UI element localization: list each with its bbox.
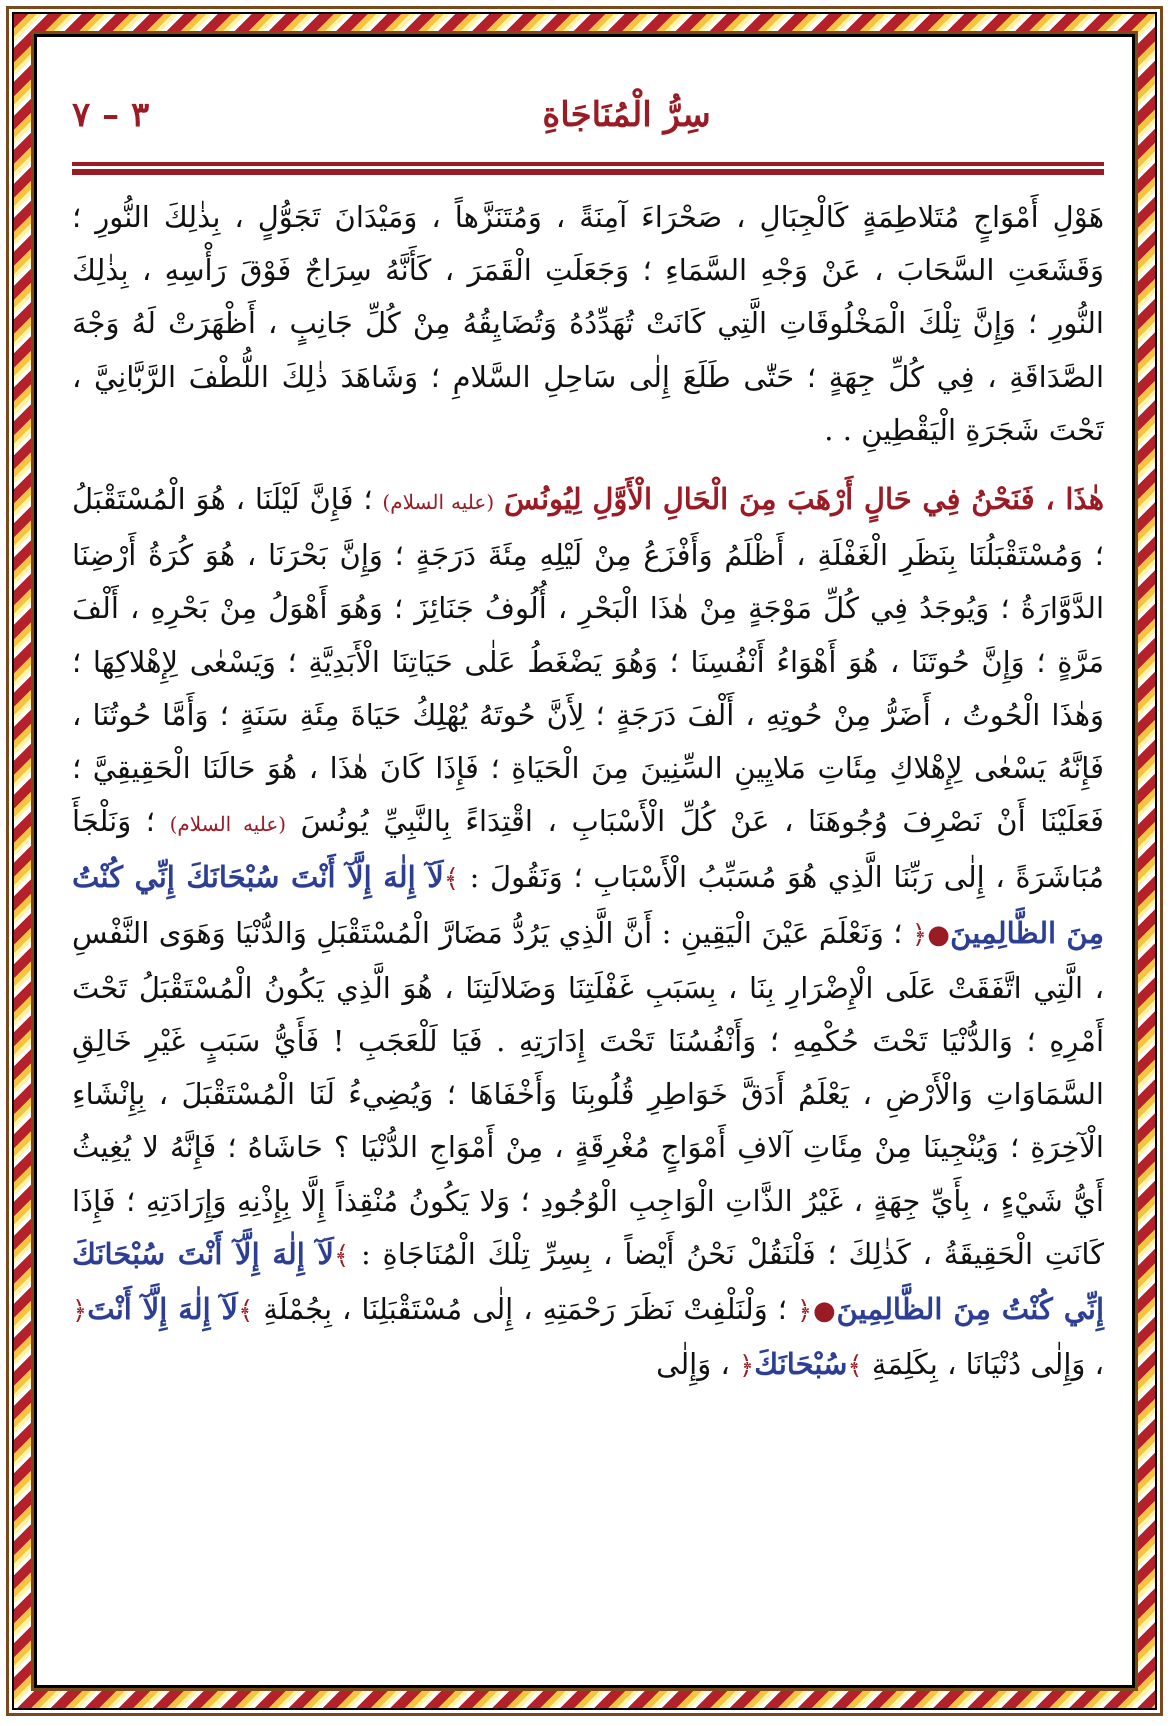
quran-close-bracket-icon: ﴿ bbox=[739, 1351, 755, 1382]
paragraph-text: ؛ وَنَعْلَمَ عَيْنَ الْيَقِينِ : أَنَّ الَّذِي يَرُدُّ مَضَارَّ الْمُسْتَقْبَلِ وَالدُّنْيَا وَهَوَى النَّفْسِ ، الَّتِي اتَّفَقَتْ عَلَى الْإِضْرَارِ بِنَا ، بِسَبَبِ غَفْلَتِنَا وَضَلالَتِنَا ، هُوَ الَّذِي يَكُونُ الْمُسْتَقْبَلُ تَحْتَ أَمْرِهِ ؛ وَالدُّنْيَا تَحْتَ حُكْمِهِ ؛ وَأَنْفُسُنَا تَحْتَ إِدَارَتِهِ . فَيَا لَلْعَجَبِ ! فَأَيُّ سَبَبٍ غَيْرِ خَالِقِ السَّمَاوَاتِ وَالْأَرْضِ ، يَعْلَمُ أَدَقَّ خَوَاطِرِ قُلُوبِنَا وَأَخْفَاهَا ؛ وَيُضِيءُ لَنَا الْمُسْتَقْبَلَ ، بِإِنْشَاءِ الْآخِرَةِ ؛ وَيُنْجِينَا مِنْ مِئَاتِ آلافِ أَمْوَاجٍ مُغْرِقَةٍ ، مِنْ أَمْوَاجِ الدُّنْيَا ؟ حَاشَاهُ ؛ فَإِنَّهُ لا يُغِيثُ أَيُّ شَيْءٍ ، بِأَيِّ جِهَةٍ ، غَيْرُ الذَّاتِ الْوَاجِبِ الْوُجُودِ ؛ وَلا يَكُونُ مُنْقِذاً إِلَّا بِإِذْنِهِ وَإِرَادَتِهِ ؛ فَإِذَا كَانَتِ الْحَقِيقَةُ ، كَذٰلِكَ ؛ فَلْنَقُلْ نَحْنُ أَيْضاً ، بِسِرِّ تِلْكَ الْمُنَاجَاةِ : bbox=[72, 915, 1104, 1271]
quran-close-bracket-icon: ﴿ bbox=[72, 1296, 88, 1327]
body-text bbox=[72, 191, 1104, 1393]
header-rule-thick bbox=[72, 169, 1104, 175]
paragraph-text: ، وَإِلٰى دُنْيَانَا ، بِكَلِمَةِ bbox=[871, 1347, 1104, 1382]
quran-verse: لَآ إِلٰهَ إِلَّآ أَنْتَ سُبْحَانَكَ إِنِّي كُنْتُ مِنَ الظَّالِمِينَ bbox=[72, 1236, 1105, 1327]
quran-verse: لَآ إِلٰهَ إِلَّآ أَنْتَ سُبْحَانَكَ إِنِّي كُنْتُ مِنَ الظَّالِمِينَ bbox=[72, 860, 1105, 950]
quran-phrase: سُبْحَانَكَ bbox=[754, 1347, 848, 1382]
verse-end-icon: ● bbox=[927, 919, 951, 950]
page-content bbox=[72, 80, 1104, 1393]
paragraph-text: ؛ فَإِنَّ لَيْلَنَا ، هُوَ الْمُسْتَقْبَلُ ؛ وَمُسْتَقْبَلُنَا بِنَظَرِ الْغَفْلَةِ ، أَظْلَمُ وَأَفْزَعُ مِنْ لَيْلِهِ مِئَةَ دَرَجَةٍ ؛ وَإِنَّ بَحْرَنَا ، هُوَ كُرَةُ أَرْضِنَا الدَّوَّارَةُ ؛ وَيُوجَدُ فِي كُلِّ مَوْجَةٍ مِنْ هٰذَا الْبَحْرِ ، أُلُوفُ جَنَائِزَ ؛ وَهُوَ أَهْوَلُ مِنْ بَحْرِهِ ، أَلْفَ مَرَّةٍ ؛ وَإِنَّ حُوتَنَا ، هُوَ أَهْوَاءُ أَنْفُسِنَا ؛ وَهُوَ يَضْغَطُ عَلٰى حَيَاتِنَا الْأَبَدِيَّةِ ؛ وَيَسْعٰى لِإِهْلاكِهَا ؛ وَهٰذَا الْحُوتُ ، أَضَرُّ مِنْ حُوتِهِ ، أَلْفَ دَرَجَةٍ ؛ لِأَنَّ حُوتَهُ يُهْلِكُ حَيَاةَ مِئَةِ سَنَةٍ ؛ وَأَمَّا حُوتُنَا ، فَإِنَّهُ يَسْعٰى لِإِهْلاكِ مِئَاتِ مَلايِينِ السِّنِينَ مِنَ الْحَيَاةِ ؛ فَإِذَا كَانَ هٰذَا ، هُوَ حَالَنَا الْحَقِيقِيَّ ؛ فَعَلَيْنَا أَنْ نَصْرِفَ وُجُوهَنَا ، عَنْ كُلِّ الْأَسْبَابِ ، اقْتِدَاءً بِالنَّبِيِّ يُونُسَ bbox=[72, 482, 1105, 839]
quran-open-bracket-icon: ﴾ bbox=[333, 1240, 350, 1271]
verse-end-icon: ● bbox=[812, 1296, 837, 1327]
header-rule-thin bbox=[72, 162, 1104, 166]
honorific-glyph: (عليه السلام) bbox=[169, 812, 287, 837]
paragraph-text: ، وَإِلٰى bbox=[656, 1347, 730, 1382]
quran-open-bracket-icon: ﴾ bbox=[847, 1351, 863, 1382]
paragraph-text: ؛ وَنَلْجَأَ مُبَاشَرَةً ، إِلٰى رَبِّنَا الَّذِي هُوَ مُسَبِّبُ الْأَسْبَابِ ؛ وَنَقُولَ : bbox=[72, 804, 1104, 895]
quran-close-bracket-icon: ﴿ bbox=[797, 1296, 813, 1327]
quran-open-bracket-icon: ﴾ bbox=[443, 864, 459, 895]
paragraph-text: ؛ وَلْنَلْفِتْ نَظَرَ رَحْمَتِهِ ، إِلٰى مُسْتَقْبَلِنَا ، بِجُمْلَةِ bbox=[263, 1292, 787, 1327]
paragraph-2 bbox=[72, 473, 1104, 1393]
page-header bbox=[72, 80, 1104, 150]
section-heading: هٰذَا ، فَنَحْنُ فِي حَالٍ أَرْهَبَ مِنَ الْحَالِ الْأَوَّلِ لِيُونُسَ bbox=[503, 482, 1104, 517]
paragraph-1 bbox=[72, 191, 1104, 457]
paragraph-text: هَوْلِ أَمْوَاجٍ مُتَلاطِمَةٍ كَالْجِبَالِ ، صَحْرَاءَ آمِنَةً ، وَمُتَنَزَّهاً ، وَمَيْدَانَ تَجَوُّلٍ ، بِذٰلِكَ النُّورِ ؛ وَقَشَعَتِ السَّحَابَ ، عَنْ وَجْهِ السَّمَاءِ ؛ وَجَعَلَتِ الْقَمَرَ ، كَأَنَّهُ سِرَاجٌ فَوْقَ رَأْسِهِ ، بِذٰلِكَ النُّورِ ؛ وَإِنَّ تِلْكَ الْمَخْلُوقَاتِ الَّتِي كَانَتْ تُهَدِّدُهُ وَتُضَايِقُهُ مِنْ كُلِّ جَانِبٍ ، أَظْهَرَتْ لَهُ وَجْهَ الصَّدَاقَةِ ، فِي كُلِّ جِهَةٍ ؛ حَتّٰى طَلَعَ إِلٰى سَاحِلِ السَّلامِ ؛ وَشَاهَدَ ذٰلِكَ اللُّطْفَ الرَّبَّانِيَّ ، تَحْتَ شَجَرَةِ الْيَقْطِينِ . . bbox=[72, 200, 1104, 447]
quran-open-bracket-icon: ﴾ bbox=[238, 1296, 254, 1327]
page-number: ٣ – ٧ bbox=[72, 95, 150, 135]
page-title: سِرُّ الْمُنَاجَاةِ bbox=[542, 95, 711, 135]
honorific-glyph: (عليه السلام) bbox=[382, 490, 495, 515]
quran-phrase: لَآ إِلٰهَ إِلَّآ أَنْتَ bbox=[87, 1292, 239, 1327]
quran-close-bracket-icon: ﴿ bbox=[911, 919, 928, 950]
